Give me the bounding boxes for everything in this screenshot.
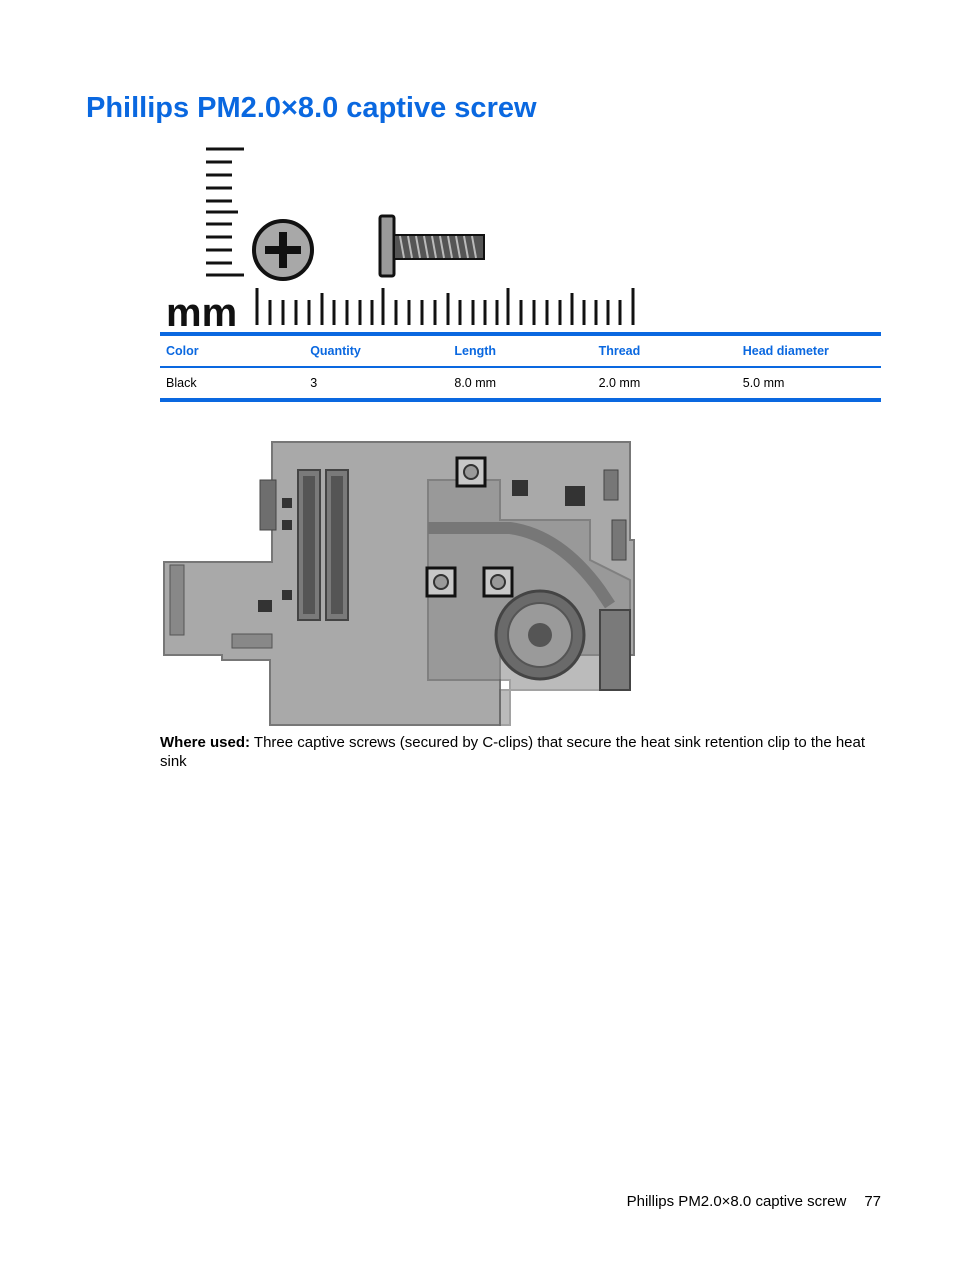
table-header-row xyxy=(160,334,881,367)
header-quantity: Quantity xyxy=(310,344,361,358)
page-title: Phillips PM2.0×8.0 captive screw xyxy=(86,92,537,124)
cell-quantity: 3 xyxy=(310,376,318,390)
screw-side-icon xyxy=(380,216,484,276)
screw-callout-icon xyxy=(427,568,455,596)
where-used-text: Three captive screws (secured by C-clips) that secure the heat sink retention clip to the heat sink xyxy=(160,734,866,770)
ruler-unit-label: mm xyxy=(166,291,238,330)
horizontal-ruler xyxy=(257,288,633,325)
system-board-illustration xyxy=(160,440,640,730)
screw-callout-icon xyxy=(484,568,512,596)
header-length: Length xyxy=(454,344,497,358)
screw-illustration xyxy=(160,140,660,330)
cell-head-diameter: 5.0 mm xyxy=(742,376,785,390)
page-number: 77 xyxy=(864,1193,881,1210)
cell-color: Black xyxy=(166,376,197,390)
table-row xyxy=(160,367,881,400)
vertical-ruler xyxy=(206,149,244,275)
screw-head-icon xyxy=(254,221,312,279)
where-used-paragraph xyxy=(160,733,890,771)
header-thread: Thread xyxy=(598,344,641,358)
cell-length: 8.0 mm xyxy=(454,376,497,390)
page-footer xyxy=(627,1193,881,1210)
screw-spec-table xyxy=(160,332,881,402)
screw-callout-icon xyxy=(457,458,485,486)
header-head-diameter: Head diameter xyxy=(742,344,829,358)
cell-thread: 2.0 mm xyxy=(598,376,641,390)
header-color: Color xyxy=(166,344,199,358)
footer-title: Phillips PM2.0×8.0 captive screw xyxy=(626,1193,847,1210)
where-used-label: Where used: xyxy=(160,734,251,751)
